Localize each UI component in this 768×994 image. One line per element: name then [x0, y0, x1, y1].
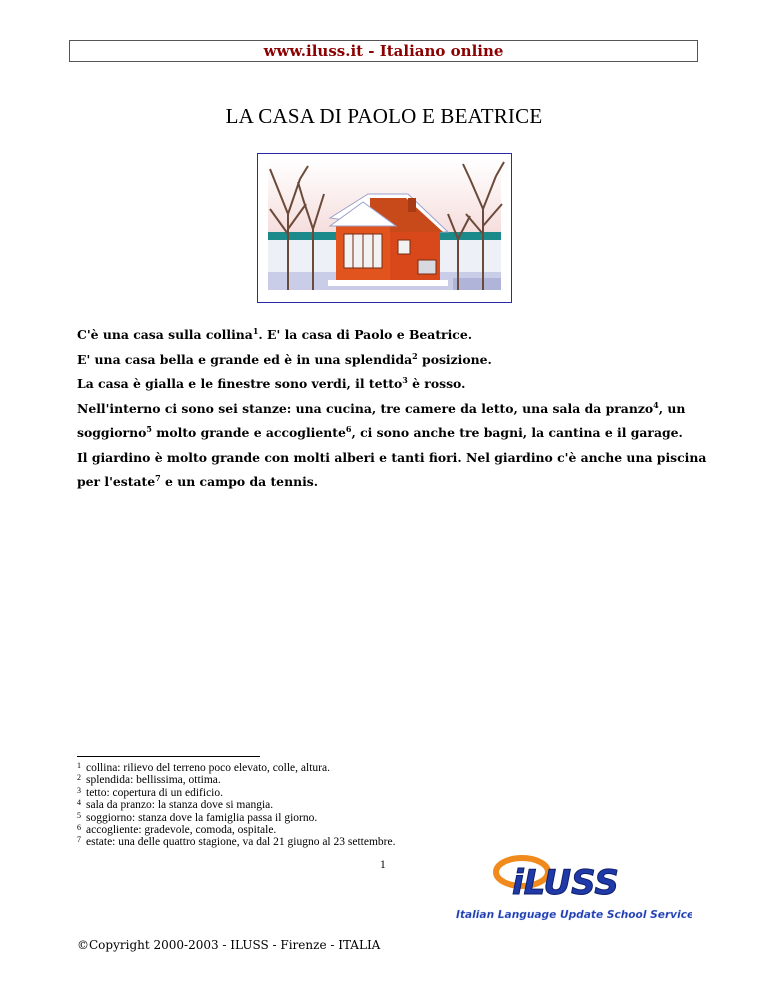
- footnote-ref-5[interactable]: 5: [146, 423, 152, 434]
- footnote-ref-7[interactable]: 7: [155, 472, 161, 483]
- footnote: $^5$ soggiorno: stanza dove la famiglia passa il giorno.: [77, 810, 318, 824]
- house-illustration: [257, 153, 512, 303]
- paragraph-5: Il giardino è molto grande con molti alberi e tanti fiori. Nel giardino c'è anche una piscina per l'estate$^7$ e un campo da tennis.: [77, 449, 707, 489]
- paragraph-2: E' una casa bella e grande ed è in una splendida$^2$ posizione.: [77, 350, 492, 367]
- footnote: $^7$ estate: una delle quattro stagione, va dal 21 giugno al 23 settembre.: [77, 835, 396, 849]
- footnote: $^4$ sala da pranzo: la stanza dove si mangia.: [77, 798, 274, 812]
- footnote-ref-1[interactable]: 1: [252, 325, 259, 336]
- paragraph-4: Nell'interno ci sono sei stanze: una cucina, tre camere da letto, una sala da pranzo$^4$, un soggiorno$^5$ molto grande e accogliente$^6$, ci sono anche tre bagni, la cantina e il garage.: [77, 399, 686, 440]
- paragraph-1: C'è una casa sulla collina$^1$. E' la casa di Paolo e Beatrice.: [77, 325, 473, 342]
- page-title: LA CASA DI PAOLO E BEATRICE: [225, 104, 543, 128]
- footnote: $^3$ tetto: copertura di un edificio.: [77, 785, 223, 799]
- footnote: $^1$ collina: rilievo del terreno poco elevato, colle, altura.: [77, 761, 330, 774]
- footnote-ref-3[interactable]: 3: [402, 374, 408, 385]
- footnote: $^6$ accogliente: gradevole, comoda, ospitale.: [77, 823, 277, 837]
- logo-tagline: Italian Language Update School Service: [456, 909, 692, 921]
- footnote-ref-4[interactable]: 4: [653, 399, 659, 410]
- house-illustration-svg: [258, 154, 511, 302]
- footnotes: [77, 762, 497, 849]
- footnote-divider: [77, 756, 260, 757]
- paragraph-3: La casa è gialla e le finestre sono verdi, il tetto$^3$ è rosso.: [77, 374, 466, 391]
- body-text: [77, 323, 707, 495]
- footnote-ref-6[interactable]: 6: [345, 423, 352, 434]
- copyright: ©Copyright 2000-2003 - ILUSS - Firenze - ITALIA: [77, 938, 381, 952]
- footnote-ref-2[interactable]: 2: [412, 350, 418, 361]
- header-box: [69, 40, 698, 62]
- header-text: www.iluss.it - Italiano online: [263, 42, 504, 60]
- page-number: 1: [380, 859, 386, 871]
- footnote: $^2$ splendida: bellissima, ottima.: [77, 773, 221, 787]
- iluss-logo: [452, 852, 692, 926]
- iluss-logo-svg: [452, 852, 692, 926]
- logo-name: iLUSS: [512, 863, 619, 903]
